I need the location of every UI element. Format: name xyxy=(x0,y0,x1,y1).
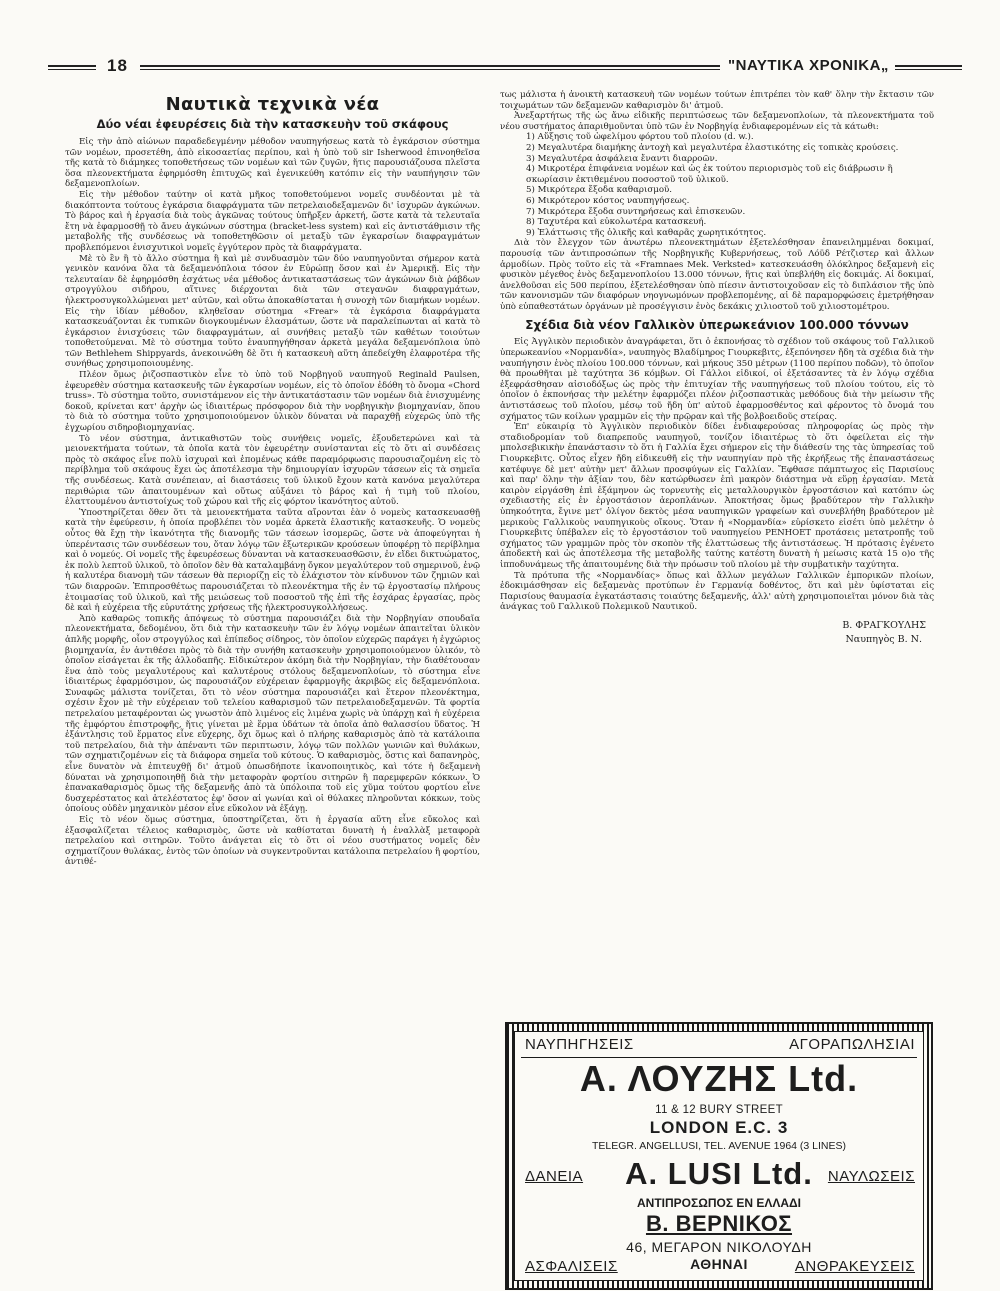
ad-street: 11 & 12 BURY STREET xyxy=(655,1104,783,1116)
paragraph: Ἐπ' εὐκαιρίᾳ τὸ Ἀγγλικὸν περιοδικὸν δίδει ἐνδιαφερούσας πληροφορίας ὡς πρὸς τὴν σταδιοδρομίαν τοῦ διαπρεποῦς ναυπηγοῦ, τονίζον ἰδιαιτέρως τὸ ὅτι ὀφείλεται εἰς τὴν μπολσεβικικὴν ἐπανάστασιν τὸ ὅτι ἡ Γαλλία ἔχει σήμερον εἰς τὴν διάθεσίν της τὰς ὑπηρεσίας τοῦ Γιουρκεβιτς. Οὗτος εἶχεν ἤδη εἰδικευθῆ εἰς τὴν ναυπηγίαν πρὸ τῆς ἐκρήξεως τῆς ἐπαναστάσεως κατέφυγε δὲ μετ' αὐτὴν μετ' ἄλλων προσφύγων εἰς Γαλλίαν. Ἔφθασε πάμπτωχος εἰς Παρισίους καὶ παρ' ὅλην τὴν ἀξίαν του, δὲν κατώρθωσεν ἐπὶ μακρὸν διάστημα νὰ εὕρῃ ἐργασίαν. Μετὰ καιρὸν εἰργάσθη ἐπὶ ἐξάμηνον ὡς τορνευτὴς εἰς μεταλλουργικὸν ἐργοστάσιον καὶ κατόπιν ὡς σχεδιαστὴς εἰς ἐν ἐργοστάσιον ἀεροπλάνων. Ἀποκτήσας ὅμως βραδύτερον τὴν Γαλλικὴν ὑπηκοότητα, ἔγινε μετ' ὀλίγον δεκτὸς μέσα ναυπηγικῶν γραφείων καὶ συνεβλήθη βραδύτερον μὲ μερικοὺς Γαλλικοὺς ναυπηγικοὺς οἴκους. Ὅταν ἡ «Νορμανδία» εὑρίσκετο εἰσέτι ὑπὸ μελέτην ὁ Γιουρκεβιτς ὑπέβαλεν εἰς τὸ ἐργοστάσιον τοῦ ναυπηγείου ΡΕΝΗΟΕΤ προτάσεις μετατροπῆς τοῦ σχήματος τῶν γραμμῶν πρὸς τὸν σκοπὸν τῆς ἐλαττώσεως τῆς ἀντιστάσεως. Ἡ πρότασις ἐγένετο ἀποδεκτὴ καὶ ὡς ἀποτέλεσμα τῆς μεταβολῆς ταύτης κατέστη δυνατὴ ἡ μείωσις κατὰ 15 ο)ο τῆς ἱπποδυνάμεως τῆς ἀπαιτουμένης διὰ τὴν πρόωσιν τοῦ πλοίου μὲ τὴν συμβατικὴν ταχύτητα. xyxy=(500,422,934,570)
ad-representative: ΑΝΤΙΠΡΟΣΩΠΟΣ ΕΝ ΕΛΛΑΔΙ xyxy=(637,1196,801,1210)
ad-loans: ΔΑΝΕΙΑ xyxy=(525,1168,584,1185)
paragraph: Τὰ πρότυπα τῆς «Νορμανδίας» ὅπως καὶ ἄλλων μεγάλων Γαλλικῶν ἐμπορικῶν πλοίων, ἐδοκιμάσθησαν εἰς δεξαμενὰς προτύπων ἐν Γερμανίᾳ δοθέντος, ὅτι καὶ μὲν ὑφίσταται εἰς Παρισίους θαυμασία ἐγκατάστασις τοιαύτης δεξαμενῆς, ἀλλ' αὐτὴ χρησιμοποιεῖται μόνον διὰ τὰς ἀνάγκας τοῦ Γαλλικοῦ Πολεμικοῦ Ναυτικοῦ. xyxy=(500,570,934,613)
ad-agent-address: 46, ΜΕΓΑΡΟΝ ΝΙΚΟΛΟΥΔΗ xyxy=(626,1239,812,1255)
signature-name: Β. ΦΡΑΓΚΟΥΛΗΣ xyxy=(842,619,926,631)
list-item: 7) Μικρότερα ἔξοδα συντηρήσεως καὶ ἐπισκευῶν. xyxy=(526,206,746,217)
paragraph: Εἰς τὸ νέον ὅμως σύστημα, ὑποστηρίζεται, ὅτι ἡ ἐργασία αὕτη εἶνε εὔκολος καὶ ἐξασφαλίζεται τέλειος καθαρισμὸς, ὥστε νὰ καθίσταται δυνατὴ ἡ ἐναλλὰξ μεταφορὰ πετρελαίου καὶ σιτηρῶν. Τοῦτο ἀνάγεται εἰς τὸ ὅτι οἱ νέου συστήματος νομεῖς δὲν σχηματίζουν θυλάκας, ἐντὸς τῶν ὁποίων νὰ συγκεντροῦνται κατάλοιπα πετρελαίου ἢ φορτίου, ἀντιθέ- xyxy=(65,815,480,868)
paragraph: Πλέον ὅμως ῥιζοσπαστικὸν εἶνε τὸ ὑπὸ τοῦ Νορβηγοῦ ναυπηγοῦ Reginald Paulsen, ἐφευρεθὲν σύστημα κατασκευῆς τῶν ἐγκαρσίων νομέων, εἰς τὸ ὁποῖον ἐδόθη τὸ ὄνομα «Chord truss». Τὸ σύστημα τοῦτο, συνιστάμενον εἰς τὴν ἀντικατάστασιν τῶν νομέων διὰ ἐνισχυμένης δοκοῦ, κρίνεται κατ' ἀρχὴν ὡς ἰδιαιτέρως πρόσφορον διὰ τὴν νορβηγικὴν βιομηχανίαν, ὅπου τὸ διὰ τὸ σύστημα τοῦτο χρησιμοποιούμενον ὑλικὸν δύναται νὰ παραχθῇ εὐχερῶς ὑπὸ τῆς ἐγχωρίου σιδηροβιομηχανίας. xyxy=(65,370,480,434)
paragraph: Διὰ τὸν ἔλεγχον τῶν ἀνωτέρω πλεονεκτημάτων ἐξετελέσθησαν ἐπανειλημμέναι δοκιμαί, παρουσίᾳ τῶν ἀντιπροσώπων τῆς Νορβηγικῆς Κυβερνήσεως, τοῦ Λόϋδ Ρέτζιστερ καὶ ἄλλων ἁρμοδίων. Πρὸς τοῦτο εἰς τὰ «Framnaes Mek. Verksted» κατεσκευάσθη ὁλόκληρος δεξαμενὴ εἰς φυσικὸν μέγεθος ἑνὸς δεξαμενοπλοίου 13.000 τόννων, ἥτις καὶ ὑπεβλήθη εἰς δοκιμάς. Αἱ δοκιμαί, ἀνελθοῦσαι εἰς 500 περίπου, ἐξετελέσθησαν ὑπὸ πίεσιν ἀντιστοιχοῦσαν εἰς τὸ διπλάσιον τῆς ὑπὸ τῶν κανονισμῶν τῶν διαφόρων νηογνωμόνων προβλεπομένης, αἱ δὲ παραμορφώσεις ἐμετρήθησαν ὑπὸ εὐπαθεστάτων ὀργάνων μὲ προσέγγισιν ἑνὸς δεκάκις χιλιοστοῦ τοῦ χιλιοστομέτρου. xyxy=(500,238,934,312)
article-title: Ναυτικὰ τεχνικὰ νέα xyxy=(165,94,380,115)
left-column xyxy=(65,90,480,1270)
paragraph: Τὸ νέον σύστημα, ἀντικαθιστῶν τοὺς συνήθεις νομεῖς, ἐξουδετερώνει καὶ τὰ μειονεκτήματα τούτων, τὰ ὁποῖα κατὰ τὸν ἐφευρέτην συνίστανται εἰς τὸ ὅτι αἱ συνδέσεις πρὸς τὸ σκάφος εἶνε πολὺ ἰσχυραὶ καὶ ἑπομένως κάθε παραμόρφωσις παρουσιαζομένη εἰς τὸ περίβλημα τοῦ σκάφους ἔχει ὡς ἀποτέλεσμα τὴν δημιουργίαν ἰσχυρῶν τάσεων εἰς τὰ σημεῖα τῆς συνδέσεως. Κατὰ συνέπειαν, αἱ διαστάσεις τοῦ ὑλικοῦ ἔχουν κατὰ κανόνα μεγαλύτερα περιθώρια τῶν ἀπαιτουμένων καὶ οὕτως αὐξάνει τὸ βάρος καὶ ἡ τιμὴ τοῦ πλοίου, ἐλαττουμένου ἀντιστοίχως τοῦ χώρου καὶ τῆς εἰς φόρτον ἱκανότητος αὐτοῦ. xyxy=(65,433,480,508)
article-subtitle: Δύο νέαι ἐφευρέσεις διὰ τὴν κατασκευὴν τοῦ σκάφους xyxy=(96,117,449,131)
ad-agent-city: ΑΘΗΝΑΙ xyxy=(690,1256,748,1272)
list-item: 9) Ἐλάττωσις τῆς ὁλικῆς καὶ καθαρᾶς χωρητικότητος. xyxy=(526,227,767,238)
paragraph: Εἰς τὴν μέθοδον ταύτην οἱ κατὰ μῆκος τοποθετούμενοι νομεῖς συνδέονται μὲ τὰ διακόπτοντα τούτους ἐγκάρσια διαφράγματα τῶν πετρελαιοδεξαμενῶν δι' ἰσχυρῶν ἀγκώνων. Τὸ βάρος καὶ ἡ ἐργασία διὰ τοὺς ἀγκῶνας τούτους ὑπῆρξεν ἀρκετή, ὥστε κατὰ τὰ τελευταῖα ἔτη νὰ ἐφαρμοσθῇ τὸ ἄνευ ἀγκώνων σύστημα (bracket-less system) καὶ εἰς ἀντιστάθμισιν τῆς μεταβολῆς τῆς συνδέσεως νὰ τοποθετηθῶσιν οἱ μεταξὺ τῶν ἐγκαρσίων διαφραγμάτων προβλεπόμενοι ἐνισχυτικοὶ νομεῖς ἐγγύτερον πρὸς τὰ διαφράγματα. xyxy=(65,189,480,253)
list-item: 6) Μικρότερον κόστος ναυπηγήσεως. xyxy=(526,195,690,206)
paragraph: Ἀπὸ καθαρῶς τοπικῆς ἀπόψεως τὸ σύστημα παρουσιάζει διὰ τὴν Νορβηγίαν σπουδαῖα πλεονεκτήματα, δεδομένου, ὅτι διὰ τὴν κατασκευὴν τῶν ἐν λόγῳ νομέων ἀπαιτεῖται ὑλικὸν ἁπλῆς μορφῆς, οἷον στρογγύλος καὶ ἐπίπεδος σίδηρος, τὸν ὁποῖον εὐχερῶς παράγει ἡ ἐγχώριος βιομηχανία, ἐν ἀντιθέσει πρὸς τὸ διὰ τὴν συνήθη κατασκευὴν χρησιμοποιούμενον ὑλικόν, τὸ ὁποῖον εἰσάγεται ἐκ τῆς ἀλλοδαπῆς. Εἰδικώτερον ἀκόμη διὰ τὴν Νορβηγίαν, τὴν διαθέτουσαν ἕνα ἀπὸ τοὺς μεγαλυτέρους καὶ καλυτέρους στόλους δεξαμενοπλοίων, τὸ σύστημα εἶνε ἰδιαιτέρως ἐφαρμόσιμον, ὡς παρουσιάζον εὐχέρειαν ἐφαρμογῆς ἀκριβῶς εἰς δεξαμενόπλοια. Συναφῶς μάλιστα τονίζεται, ὅτι τὸ νέον σύστημα παρουσιάζει καὶ ἕτερον πλεονέκτημα, σχέσιν ἔχον μὲ τὴν εὐχέρειαν τοῦ τελείου καθαρισμοῦ τῶν πετρελαιοδεξαμενῶν. Τὰ φορτία πετρελαίου μεταφέρονται ὡς γνωστὸν ἀπὸ λιμένος εἰς λιμένα χωρὶς νὰ ὑπάρχῃ καὶ ἡ εὐχέρεια τῆς ἐμφόρτου ἐπιστροφῆς, ἥτις γίνεται μὲ ἕρμα ὑδάτων τὰ ὁποῖα ἀπὸ θαλασσίου ὕδατος. Ἡ ἐξάντλησις τοῦ ἕρματος εἶνε εὔχερης, ὄχι ὅμως καὶ ὁ πλήρης καθαρισμὸς ἀπὸ τὰ κατάλοιπα τοῦ πετρελαίου, διὰ τὴν ἀπέναντι τῶν περιπτωσιν, λόγῳ τῶν πολλῶν γωνιῶν καὶ θυλάκων, τῶν σχηματιζομένων εἰς τὰ διάφορα σημεῖα τοῦ κύτους. Ὁ καθαρισμὸς, ὅστις καὶ δαπανηρὸς, εἶνε δυνατὸν νὰ ἐπιτευχθῇ δι' ἀτμοῦ ὁπωσδήποτε ἱκανοποιητικὸς, καὶ τότε ἡ δεξαμενὴ δύναται νὰ χρησιμοποιηθῇ διὰ τὴν μεταφορὰν φορτίου σιτηρῶν ἢ παρεμφερῶν κόκκων. Ὁ ἐπανακαθαρισμὸς ὅμως τῆς δεξαμενῆς ἀπὸ τὰ ὑπόλοιπα τοῦ εἰς χῦμα τούτου φορτίου εἶνε δυσχερέστατος καὶ ἀτελέστατος ἐφ' ὅσον αἱ γωνίαι καὶ οἱ θύλακες πληροῦνται κόκκων, τοὺς ὁποίους οὐδὲν μηχανικὸν μέσον εἶνε εὔκολον νὰ ἐξάγῃ. xyxy=(65,613,480,815)
page-header xyxy=(40,56,960,80)
signature xyxy=(500,619,934,647)
list-item: 2) Μεγαλυτέρα διαμήκης ἀντοχὴ καὶ μεγαλυτέρα ἐλαστικότης εἰς τοπικὰς κρούσεις. xyxy=(526,142,899,153)
advertisement xyxy=(505,1022,933,1290)
ad-company-latin: A. LUSI Ltd. xyxy=(625,1156,813,1191)
ad-chartering: ΝΑΥΛΩΣΕΙΣ xyxy=(827,1168,915,1185)
list-item: 8) Ταχυτέρα καὶ εὐκολωτέρα κατασκευή. xyxy=(526,217,707,228)
ad-insurance: ΑΣΦΑΛΙΣΕΙΣ xyxy=(525,1258,618,1275)
ad-company-greek: Α. ΛΟΥΖΗΣ Ltd. xyxy=(579,1058,859,1099)
advantages-list xyxy=(500,132,934,238)
paragraph: τως μάλιστα ἡ ἀνοικτὴ κατασκευὴ τῶν νομέων τούτων ἐπιτρέπει τὸν καθ' ὅλην τὴν ἔκτασιν τῶν τοιχωμάτων τῶν δεξαμενῶν καθαρισμὸν δι' ἀτμοῦ. xyxy=(500,90,934,111)
page-number: 18 xyxy=(107,56,128,75)
header-rule-left xyxy=(48,65,96,70)
ad-sales: ΑΓΟΡΑΠΩΛΗΣΙΑΙ xyxy=(789,1036,915,1053)
header-rule-right xyxy=(895,65,962,70)
list-item: 3) Μεγαλυτέρα ἀσφάλεια ἔναντι διαρροῶν. xyxy=(526,153,718,164)
ad-city: LONDON E.C. 3 xyxy=(649,1118,789,1137)
ad-coaling: ΑΝΘΡΑΚΕΥΣΕΙΣ xyxy=(794,1258,915,1275)
list-item: 1) Αὔξησις τοῦ ὠφελίμου φόρτου τοῦ πλοίου (d. w.). xyxy=(526,132,754,143)
section2-body xyxy=(500,337,934,612)
paragraph: Εἰς τὴν ἀπὸ αἰώνων παραδεδεγμένην μέθοδον ναυπηγήσεως κατὰ τὸ ἐγκάρσιον σύστημα τῶν νομέων, προσετέθη, ἀπὸ εἰκοσαετίας περίπου, καὶ ἡ ὑπὸ τοῦ sir Isherwood ἐπινοηθεῖσα τῆς κατὰ τὸ διάμηκες τοποθετήσεως τῶν νομέων καὶ τῶν ζυγῶν, ἥτις παρουσιάζουσα πλεῖστα ὅσα πλεονεκτήματα ἐφηρμόσθη ἐπιτυχῶς καὶ ἐγενικεύθη κατόπιν εἰς τὴν ναυπήγησιν τῶν δεξαμενοπλοίων. xyxy=(65,137,480,190)
publication-title: "ΝΑΥΤΙΚΑ ΧΡΟΝΙΚΑ„ xyxy=(728,57,889,74)
paragraph: Εἰς Ἀγγλικὸν περιοδικὸν ἀναγράφεται, ὅτι ὁ ἐκπονήσας τὸ σχέδιον τοῦ σκάφους τοῦ Γαλλικοῦ ὑπερωκεανίου «Νορμανδία», ναυπηγὸς Βλαδίμηρος Γιουρκεβιτς, ἐξεπόνησεν ἤδη τὰ σχέδια διὰ τὴν ναυπήγησιν ἑνὸς πλοίου 100.000 τόννων, καὶ μήκους 350 μέτρων (1100 περίπου ποδῶν), τὸ ὁποῖον θὰ προωθῆται μὲ ταχύτητα 36 κόμβων. Οἱ Γάλλοι εἰδικοί, οἱ ἐξετάσαντες τὰ ἐν λόγῳ σχέδια ἐξεφράσθησαν αἰσιοδόξως ὡς πρὸς τὴν ἐπιτυχίαν τῆς ναυπηγήσεως τοῦ πλοίου τούτου, εἰς τὸ ὁποῖον ὁ ἐκπονήσας τὴν μελέτην ἐφαρμόζει πλέον ῥιζοσπαστικὰς μεθόδους διὰ τὴν μείωσιν τῆς ἀντιστάσεως τοῦ πλοίου, μέσῳ τοῦ ἤδη ὑπ' αὐτοῦ ἐφαρμοσθέντος καὶ φέροντος τὸ ὄνομά του σχήματος τῶν κοίλων γραμμῶν εἰς τὴν πρῷραν καὶ τῆς βολβοειδοῦς στείρας. xyxy=(500,337,934,422)
ad-shipbuilding: ΝΑΥΠΗΓΗΣΕΙΣ xyxy=(525,1036,634,1053)
right-body xyxy=(500,90,934,312)
paragraph: Ὑποστηρίζεται ὅθεν ὅτι τὰ μειονεκτήματα ταῦτα αἴρονται ἐὰν ὁ νομεὺς κατασκευασθῇ κατὰ τὴν ἐφεύρεσιν, ἡ ὁποία προβλέπει τὸν νομέα ἀρκετὰ ἐλαστικῆς κατασκευῆς. Ὁ νομεὺς οὗτος θὰ ἔχῃ τὴν ἱκανότητα τῆς διανομῆς τῶν τάσεων ἰσομερῶς, ὥστε νὰ ἀποφεύγηται ἡ ὑπερέντασις τῶν συνδέσεων του, ὅταν λόγῳ τῶν ἐξωτερικῶν κρούσεων ὑποφέρῃ τὸ περίβλημα καὶ ὁ νομεύς. Οἱ νομεῖς τῆς ἐφευρέσεως δύνανται νὰ κατασκευασθῶσιν, ἐν εἴδει δικτυώματος, ἐκ πολὺ λεπτοῦ ὑλικοῦ, τὸ ὁποῖον δὲν θὰ καταλαμβάνῃ ὄγκον μεγαλύτερον τοῦ σημερινοῦ, ἐνῷ ἡ καλυτέρα διανομὴ τῶν τάσεων θὰ περιορίζῃ εἰς τὸ ἐλάχιστον τὸν κίνδυνον τῶν ζημιῶν καὶ τῶν διαρροῶν. Ἐπιπροσθέτως παρουσιάζεται τὸ πλεονέκτημα τῆς ἐν τῷ ἐργοστασίῳ πλήρους ἑτοιμασίας τοῦ ὑλικοῦ, καὶ τῆς μειώσεως τοῦ ποσοστοῦ τῆς ἐπὶ τῆς ἐσχάρας ἐργασίας, πρὸς δὲ καὶ ἡ εὐχέρεια τῆς εὐρυτάτης χρήσεως τῆς ἠλεκτροσυγκολλήσεως. xyxy=(65,507,480,614)
list-item: 5) Μικρότερα ἔξοδα καθαρισμοῦ. xyxy=(526,185,673,196)
paragraph: Ἀνεξαρτήτως τῆς ὡς ἄνω εἰδικῆς περιπτώσεως τῶν δεξαμενοπλοίων, τὰ πλεονεκτήματα τοῦ νέου συστήματος ἀπαριθμοῦνται ὑπὸ τῶν ἐν Νορβηγίᾳ ἐνδιαφερομένων εἰς τὰ κάτωθι: xyxy=(500,111,934,132)
section-heading: Σχέδια διὰ νέον Γαλλικὸν ὑπερωκεάνιον 100.000 τόννων xyxy=(525,318,909,333)
left-body xyxy=(65,137,480,868)
list-item: 4) Μικροτέρα ἐπιφάνεια νομέων καὶ ὡς ἐκ τούτου περιορισμὸς τοῦ εἰς διάβρωσιν ἢ σκωρίασιν ἐκτιθεμένου ποσοστοῦ τοῦ ὑλικοῦ. xyxy=(526,164,893,185)
signature-rank: Ναυπηγὸς Β. Ν. xyxy=(845,633,922,645)
advertisement-inner xyxy=(514,1031,924,1281)
header-rule-middle xyxy=(140,65,720,70)
paragraph: Μὲ τὸ ἓν ἢ τὸ ἄλλο σύστημα ἢ καὶ μὲ συνδυασμὸν τῶν δύο ναυπηγοῦνται σήμερον κατὰ γενικὸν κανόνα ὅλα τὰ δεξαμενόπλοια τόσον ἐν Εὐρώπῃ ὅσον καὶ ἐν Ἀμερικῇ. Εἰς τὴν τελευταίαν δὲ ἐφηρμόσθη ἐσχάτως νέα μέθοδος ἀντικαταστάσεως τῶν ἀγκώνων διὰ ῥάβδων στρογγύλου σιδήρου, αἵτινες διέρχονται διὰ τῶν στεγανῶν διαφραγμάτων, ἠλεκτροσυγκολλώμεναι μετ' αὐτῶν, καὶ οὕτω ἀποκαθίσταται ἡ συνοχὴ τῶν διαμήκων νομέων. Εἰς τὴν ἰδίαν μέθοδον, κληθεῖσαν σύστημα «Frear» τὰ ἐγκάρσια διαφράγματα κατασκευάζονται ἐκ τυπικῶν διογκουμένων ἐλασμάτων, ὥστε νὰ παραλείπωνται αἱ κατὰ τὸ ἐγκάρσιον ἐνισχύσεις τῶν διαφραγμάτων, αἱ συνήθεις μεταξὺ τῶν καθέτων τοιούτων τοποθετούμεναι. Μὲ τὸ σύστημα τοῦτο ἐναυπηγήθησαν ἀρκετὰ μεγάλα δεξαμενόπλοια ὑπὸ τῶν Bethlehem Shippyards, ἀνεκοινώθη δὲ ὅτι ἡ κατασκευὴ αὕτη ἀπεδείχθη ἐλαφροτέρα τῆς συνήθως χρησιμοποιουμένης. xyxy=(65,253,480,370)
ad-agent: Β. ΒΕΡΝΙΚΟΣ xyxy=(645,1211,793,1236)
ad-telegraph: TELEGR. ANGELLUSI, TEL. AVENUE 1964 (3 LINES) xyxy=(591,1140,847,1152)
